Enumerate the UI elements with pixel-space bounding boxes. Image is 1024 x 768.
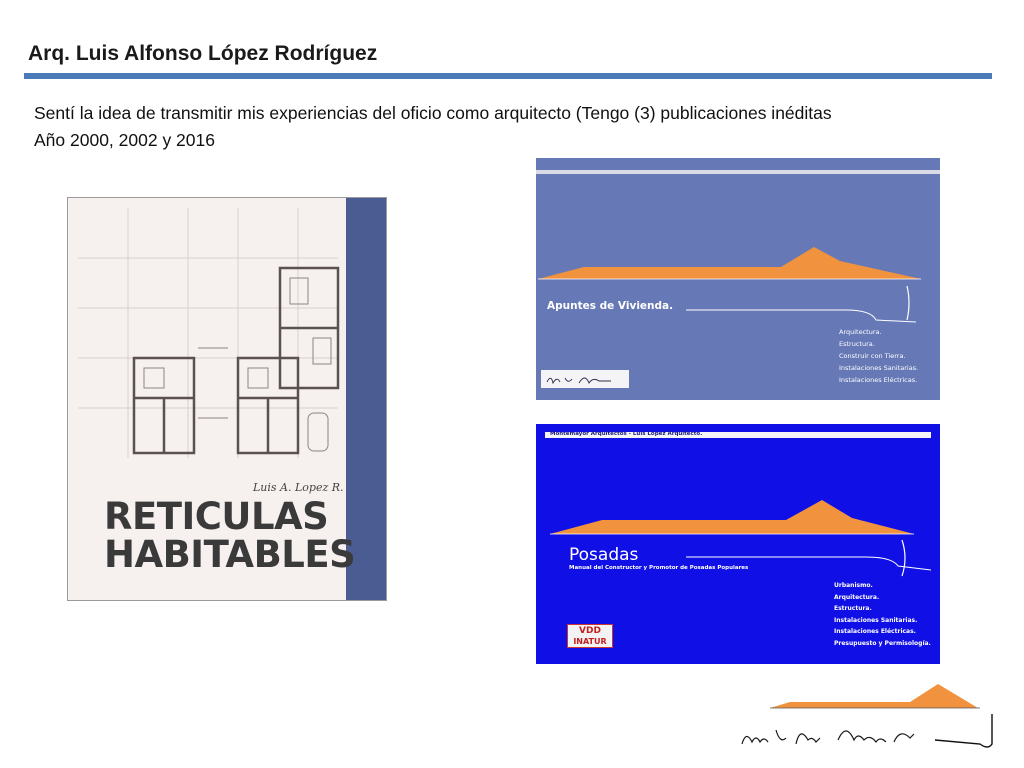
book-title: Apuntes de Vivienda. [547, 300, 674, 312]
intro-line-2: Año 2000, 2002 y 2016 [34, 130, 215, 150]
topic-item: Presupuesto y Permisología. [834, 639, 931, 647]
cover-header-text: Montemayor Arquitectos - Luis López Arquitecto. [550, 431, 703, 437]
book-title-line-1: RETICULAS [104, 495, 329, 538]
intro-line-1: Sentí la idea de transmitir mis experiencias del oficio como arquitecto (Tengo (3) publicaciones inéditas [34, 103, 832, 123]
inatur-logo [567, 624, 613, 648]
topic-item: Arquitectura. [834, 593, 880, 601]
book-cover-apuntes-de-vivienda [536, 158, 940, 400]
intro-text [34, 100, 994, 154]
topic-item: Estructura. [834, 605, 872, 612]
book-subtitle: Manual del Constructor y Promotor de Posadas Populares [569, 565, 749, 571]
logo-mark: VDD [579, 626, 601, 636]
topic-item: Estructura. [839, 340, 875, 348]
topic-item: Urbanismo. [834, 582, 873, 589]
slide-title: Arq. Luis Alfonso López Rodríguez [28, 42, 378, 65]
topic-item: Instalaciones Sanitarias. [839, 364, 919, 372]
topic-list [834, 580, 931, 649]
topic-item: Instalaciones Sanitarias. [834, 616, 918, 624]
topic-item: Instalaciones Eléctricas. [834, 628, 916, 635]
topic-item: Arquitectura. [839, 328, 882, 336]
book-author: Luis A. Lopez R. [253, 481, 344, 494]
topic-list [839, 326, 918, 386]
floor-plan-drawing [68, 198, 348, 458]
book-title-line-2: HABITABLES [104, 533, 356, 576]
book-title [104, 495, 356, 576]
architect-signature-logo [730, 678, 1005, 763]
book-cover-reticulas-habitables [67, 197, 387, 601]
topic-item: Instalaciones Eléctricas. [839, 376, 918, 384]
signature-box [541, 370, 629, 388]
logo-brand: INATUR [573, 637, 607, 646]
title-rule [24, 73, 992, 79]
signature-mark [541, 370, 629, 388]
book-cover-posadas [536, 424, 940, 664]
topic-item: Construir con Tierra. [839, 352, 906, 360]
book-title: Posadas [569, 545, 639, 565]
